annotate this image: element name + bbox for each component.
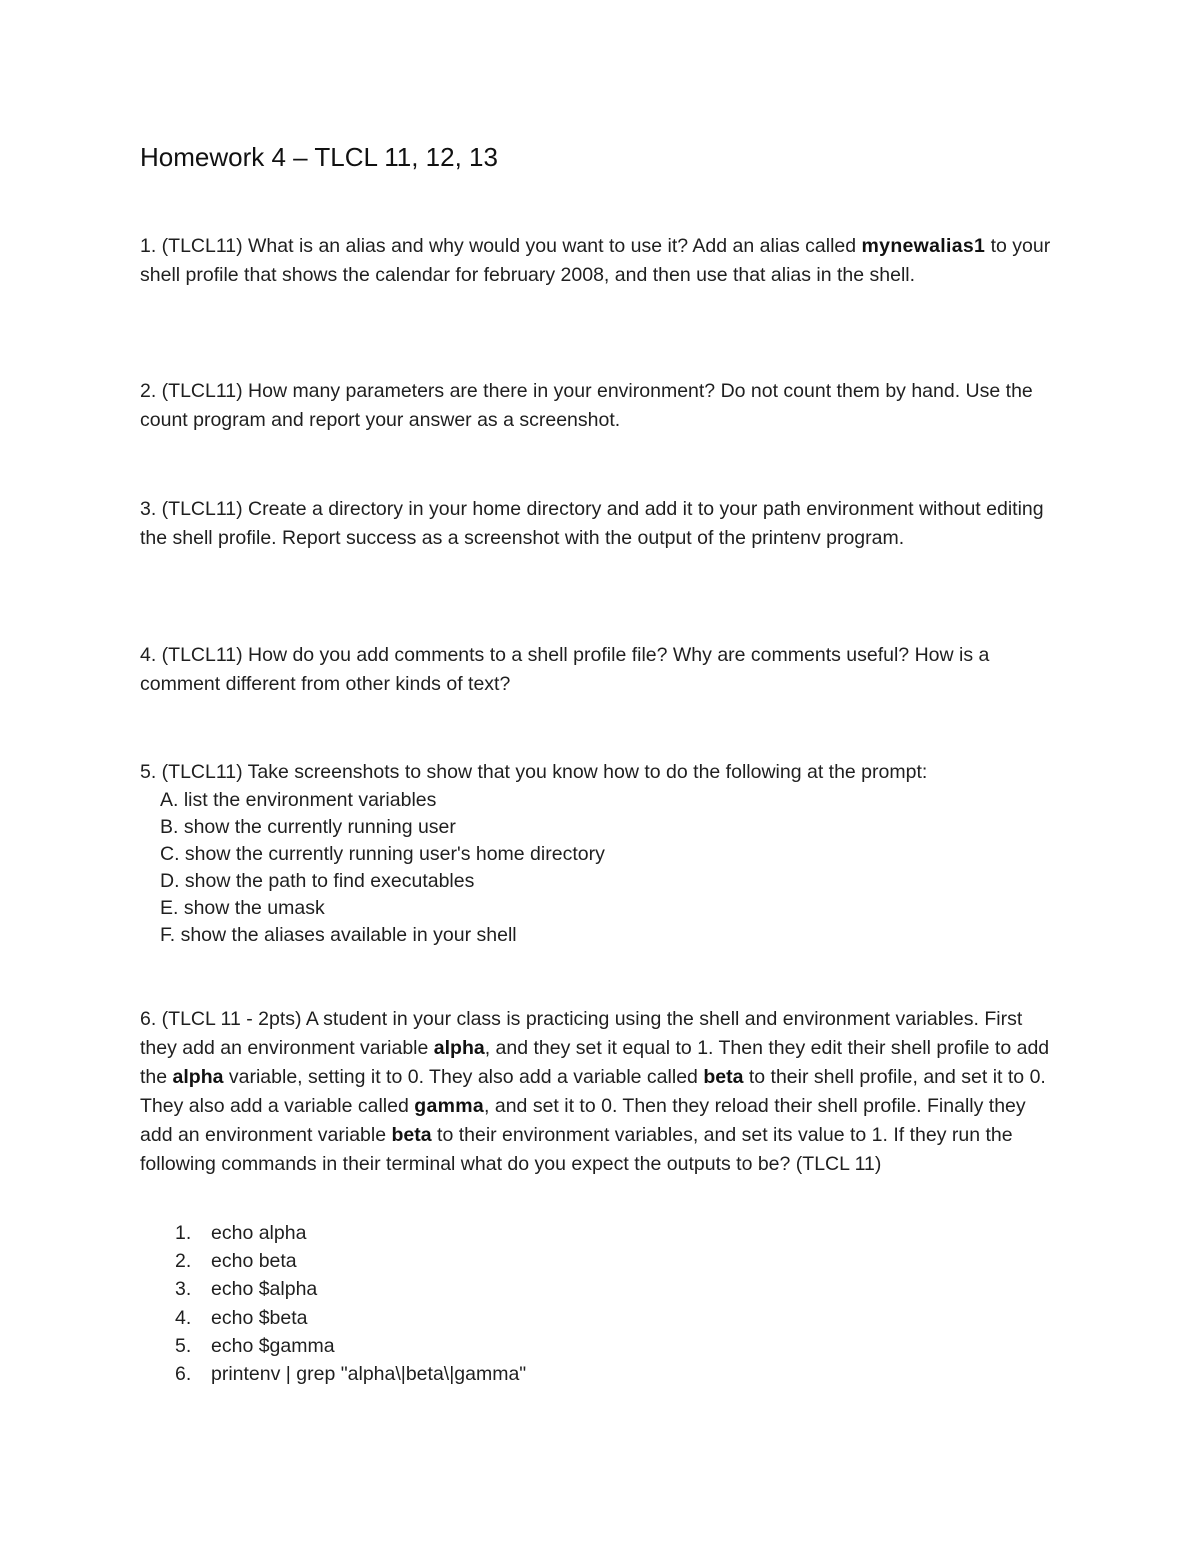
command-text: echo alpha: [211, 1222, 307, 1244]
command-item: [175, 1219, 526, 1247]
command-text: echo $alpha: [211, 1278, 318, 1301]
question-5-list: [140, 787, 1060, 949]
command-text: echo beta: [211, 1250, 297, 1273]
question-5-text: 5. (TLCL11) Take screenshots to show that you know how to do the following at the prompt:: [140, 761, 928, 783]
command-text: echo $beta: [211, 1306, 308, 1329]
command-item: [175, 1332, 526, 1360]
question-3-text: 3. (TLCL11) Create a directory in your home directory and add it to your path environment without editing the shell profile. Report success as a screenshot with the output of the printenv program.: [140, 498, 1044, 549]
question-6: [140, 1005, 1060, 1179]
item-number: 1.: [175, 1222, 192, 1244]
list-item: F. show the aliases available in your shell: [160, 924, 517, 946]
command-item: [175, 1360, 526, 1388]
command-text: echo $gamma: [211, 1334, 335, 1357]
question-6-seg: to their shell profile, and set it to 0. They also add a variable called: [140, 1066, 1046, 1117]
list-item: D. show the path to find executables: [160, 870, 475, 892]
question-4-text: 4. (TLCL11) How do you add comments to a shell profile file? Why are comments useful? How is a comment different from other kinds of text?: [140, 644, 990, 695]
command-item: [175, 1304, 526, 1332]
question-3: [140, 495, 1060, 553]
var-gamma: gamma: [414, 1095, 485, 1117]
question-6-seg: variable, setting it to 0. They also add a variable called: [223, 1066, 704, 1088]
list-item: B. show the currently running user: [160, 816, 456, 838]
command-item: [175, 1275, 526, 1303]
page-title: Homework 4 – TLCL 11, 12, 13: [140, 142, 498, 172]
var-alpha: alpha: [172, 1066, 224, 1088]
command-text: printenv | grep "alpha\|beta\|gamma": [211, 1363, 527, 1386]
item-number: 6.: [175, 1363, 192, 1386]
question-1-text: [140, 232, 1060, 290]
list-item: A. list the environment variables: [160, 789, 437, 811]
var-beta: beta: [391, 1124, 432, 1146]
item-number: 2.: [175, 1250, 192, 1273]
item-number: 5.: [175, 1334, 192, 1357]
list-item: E. show the umask: [160, 897, 325, 919]
alias-name: mynewalias1: [861, 235, 986, 257]
question-2-text: 2. (TLCL11) How many parameters are there in your environment? Do not count them by hand. Use the count program and report your answer as a screenshot.: [140, 380, 1033, 431]
question-6-seg: 6. (TLCL 11 - 2pts) A student in your class is practicing using the shell and environment variables. First they add an environment variable: [140, 1008, 1023, 1059]
question-4: [140, 641, 1060, 699]
item-number: 3.: [175, 1278, 192, 1301]
question-6-seg: to their environment variables, and set its value to 1. If they run the following commands in their terminal what do you expect the outputs to be? (TLCL 11): [140, 1124, 1013, 1175]
question-1: [140, 232, 1060, 290]
question-6-seg: , and they set it equal to 1. Then they edit their shell profile to add the: [140, 1037, 1050, 1088]
var-beta: beta: [703, 1066, 744, 1088]
item-number: 4.: [175, 1306, 192, 1329]
var-alpha: alpha: [433, 1037, 485, 1059]
command-list: [175, 1219, 526, 1388]
question-6-seg: , and set it to 0. Then they reload their shell profile. Finally they add an environment variable: [140, 1095, 1026, 1146]
question-2: [140, 377, 1060, 435]
list-item: C. show the currently running user's home directory: [160, 843, 605, 865]
question-1-part2: to your shell profile that shows the calendar for february 2008, and then use that alias in the shell.: [140, 235, 1051, 286]
command-item: [175, 1247, 526, 1275]
question-1-part1: 1. (TLCL11) What is an alias and why would you want to use it? Add an alias called: [140, 235, 862, 257]
question-6-text: [140, 1005, 1060, 1179]
question-5: [140, 758, 1060, 949]
